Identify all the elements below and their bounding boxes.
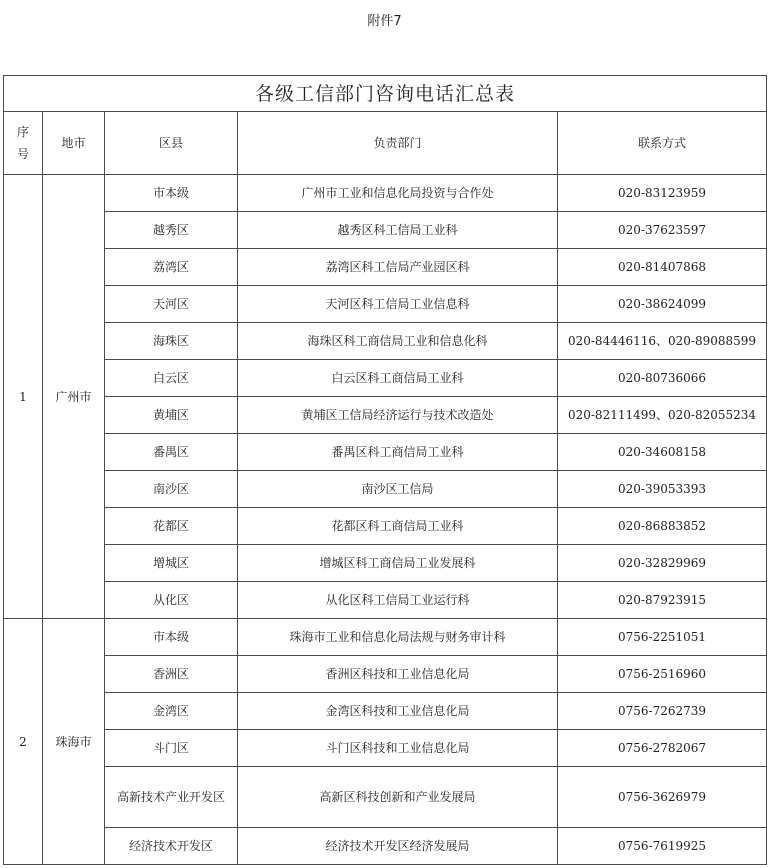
table-row xyxy=(4,656,767,693)
group-city: 广州市 xyxy=(43,175,105,619)
phone-cell: 020-32829969 xyxy=(558,545,767,582)
table-row xyxy=(4,249,767,286)
table-title: 各级工信部门咨询电话汇总表 xyxy=(4,76,767,112)
phone-cell: 020-34608158 xyxy=(558,434,767,471)
district-cell: 市本级 xyxy=(105,175,238,212)
dept-cell: 珠海市工业和信息化局法规与财务审计科 xyxy=(238,619,558,656)
dept-cell: 花都区科工商信局工业科 xyxy=(238,508,558,545)
phone-cell: 020-87923915 xyxy=(558,582,767,619)
dept-cell: 高新区科技创新和产业发展局 xyxy=(238,767,558,828)
district-cell: 越秀区 xyxy=(105,212,238,249)
table-row xyxy=(4,730,767,767)
phone-cell: 020-37623597 xyxy=(558,212,767,249)
dept-cell: 海珠区科工商信局工业和信息化科 xyxy=(238,323,558,360)
table-row xyxy=(4,212,767,249)
phone-cell: 020-83123959 xyxy=(558,175,767,212)
phone-cell: 0756-3626979 xyxy=(558,767,767,828)
district-cell: 海珠区 xyxy=(105,323,238,360)
phone-cell: 020-38624099 xyxy=(558,286,767,323)
header-seq-text: 序号 xyxy=(16,125,29,161)
phone-cell: 0756-2782067 xyxy=(558,730,767,767)
header-district: 区县 xyxy=(105,112,238,175)
dept-cell: 金湾区科技和工业信息化局 xyxy=(238,693,558,730)
district-cell: 金湾区 xyxy=(105,693,238,730)
phone-cell: 0756-7619925 xyxy=(558,828,767,865)
table-row xyxy=(4,286,767,323)
district-cell: 增城区 xyxy=(105,545,238,582)
table-row xyxy=(4,693,767,730)
dept-cell: 斗门区科技和工业信息化局 xyxy=(238,730,558,767)
table-row xyxy=(4,323,767,360)
dept-cell: 番禺区科工商信局工业科 xyxy=(238,434,558,471)
header-city: 地市 xyxy=(43,112,105,175)
district-cell: 从化区 xyxy=(105,582,238,619)
header-contact: 联系方式 xyxy=(558,112,767,175)
district-cell: 花都区 xyxy=(105,508,238,545)
district-cell: 香洲区 xyxy=(105,656,238,693)
table-row xyxy=(4,397,767,434)
table-row xyxy=(4,508,767,545)
district-cell: 荔湾区 xyxy=(105,249,238,286)
dept-cell: 天河区科工信局工业信息科 xyxy=(238,286,558,323)
district-cell: 高新技术产业开发区 xyxy=(105,767,238,828)
dept-cell: 白云区科工商信局工业科 xyxy=(238,360,558,397)
phone-cell: 020-84446116、020-89088599 xyxy=(558,323,767,360)
dept-cell: 黄埔区工信局经济运行与技术改造处 xyxy=(238,397,558,434)
table-row xyxy=(4,619,767,656)
dept-cell: 从化区科工信局工业运行科 xyxy=(238,582,558,619)
phone-cell: 0756-2251051 xyxy=(558,619,767,656)
table-row xyxy=(4,767,767,828)
header-seq xyxy=(4,112,43,175)
group-seq: 2 xyxy=(4,619,43,865)
phone-cell: 020-80736066 xyxy=(558,360,767,397)
district-cell: 市本级 xyxy=(105,619,238,656)
district-cell: 斗门区 xyxy=(105,730,238,767)
dept-cell: 广州市工业和信息化局投资与合作处 xyxy=(238,175,558,212)
district-cell: 番禺区 xyxy=(105,434,238,471)
district-cell: 经济技术开发区 xyxy=(105,828,238,865)
district-cell: 南沙区 xyxy=(105,471,238,508)
dept-cell: 荔湾区科工信局产业园区科 xyxy=(238,249,558,286)
dept-cell: 南沙区工信局 xyxy=(238,471,558,508)
district-cell: 白云区 xyxy=(105,360,238,397)
dept-cell: 经济技术开发区经济发展局 xyxy=(238,828,558,865)
table-row xyxy=(4,175,767,212)
district-cell: 天河区 xyxy=(105,286,238,323)
phone-cell: 020-81407868 xyxy=(558,249,767,286)
phone-cell: 020-39053393 xyxy=(558,471,767,508)
phone-cell: 020-82111499、020-82055234 xyxy=(558,397,767,434)
table-row xyxy=(4,360,767,397)
dept-cell: 增城区科工商信局工业发展科 xyxy=(238,545,558,582)
contact-table xyxy=(3,75,767,865)
attachment-label: 附件7 xyxy=(367,14,402,29)
table-row xyxy=(4,582,767,619)
phone-cell: 0756-7262739 xyxy=(558,693,767,730)
dept-cell: 越秀区科工信局工业科 xyxy=(238,212,558,249)
table-row xyxy=(4,545,767,582)
dept-cell: 香洲区科技和工业信息化局 xyxy=(238,656,558,693)
group-city: 珠海市 xyxy=(43,619,105,865)
phone-cell: 020-86883852 xyxy=(558,508,767,545)
group-seq: 1 xyxy=(4,175,43,619)
table-row xyxy=(4,828,767,865)
table-row xyxy=(4,471,767,508)
header-dept: 负责部门 xyxy=(238,112,558,175)
table-row xyxy=(4,434,767,471)
district-cell: 黄埔区 xyxy=(105,397,238,434)
phone-cell: 0756-2516960 xyxy=(558,656,767,693)
header-row xyxy=(4,112,767,175)
